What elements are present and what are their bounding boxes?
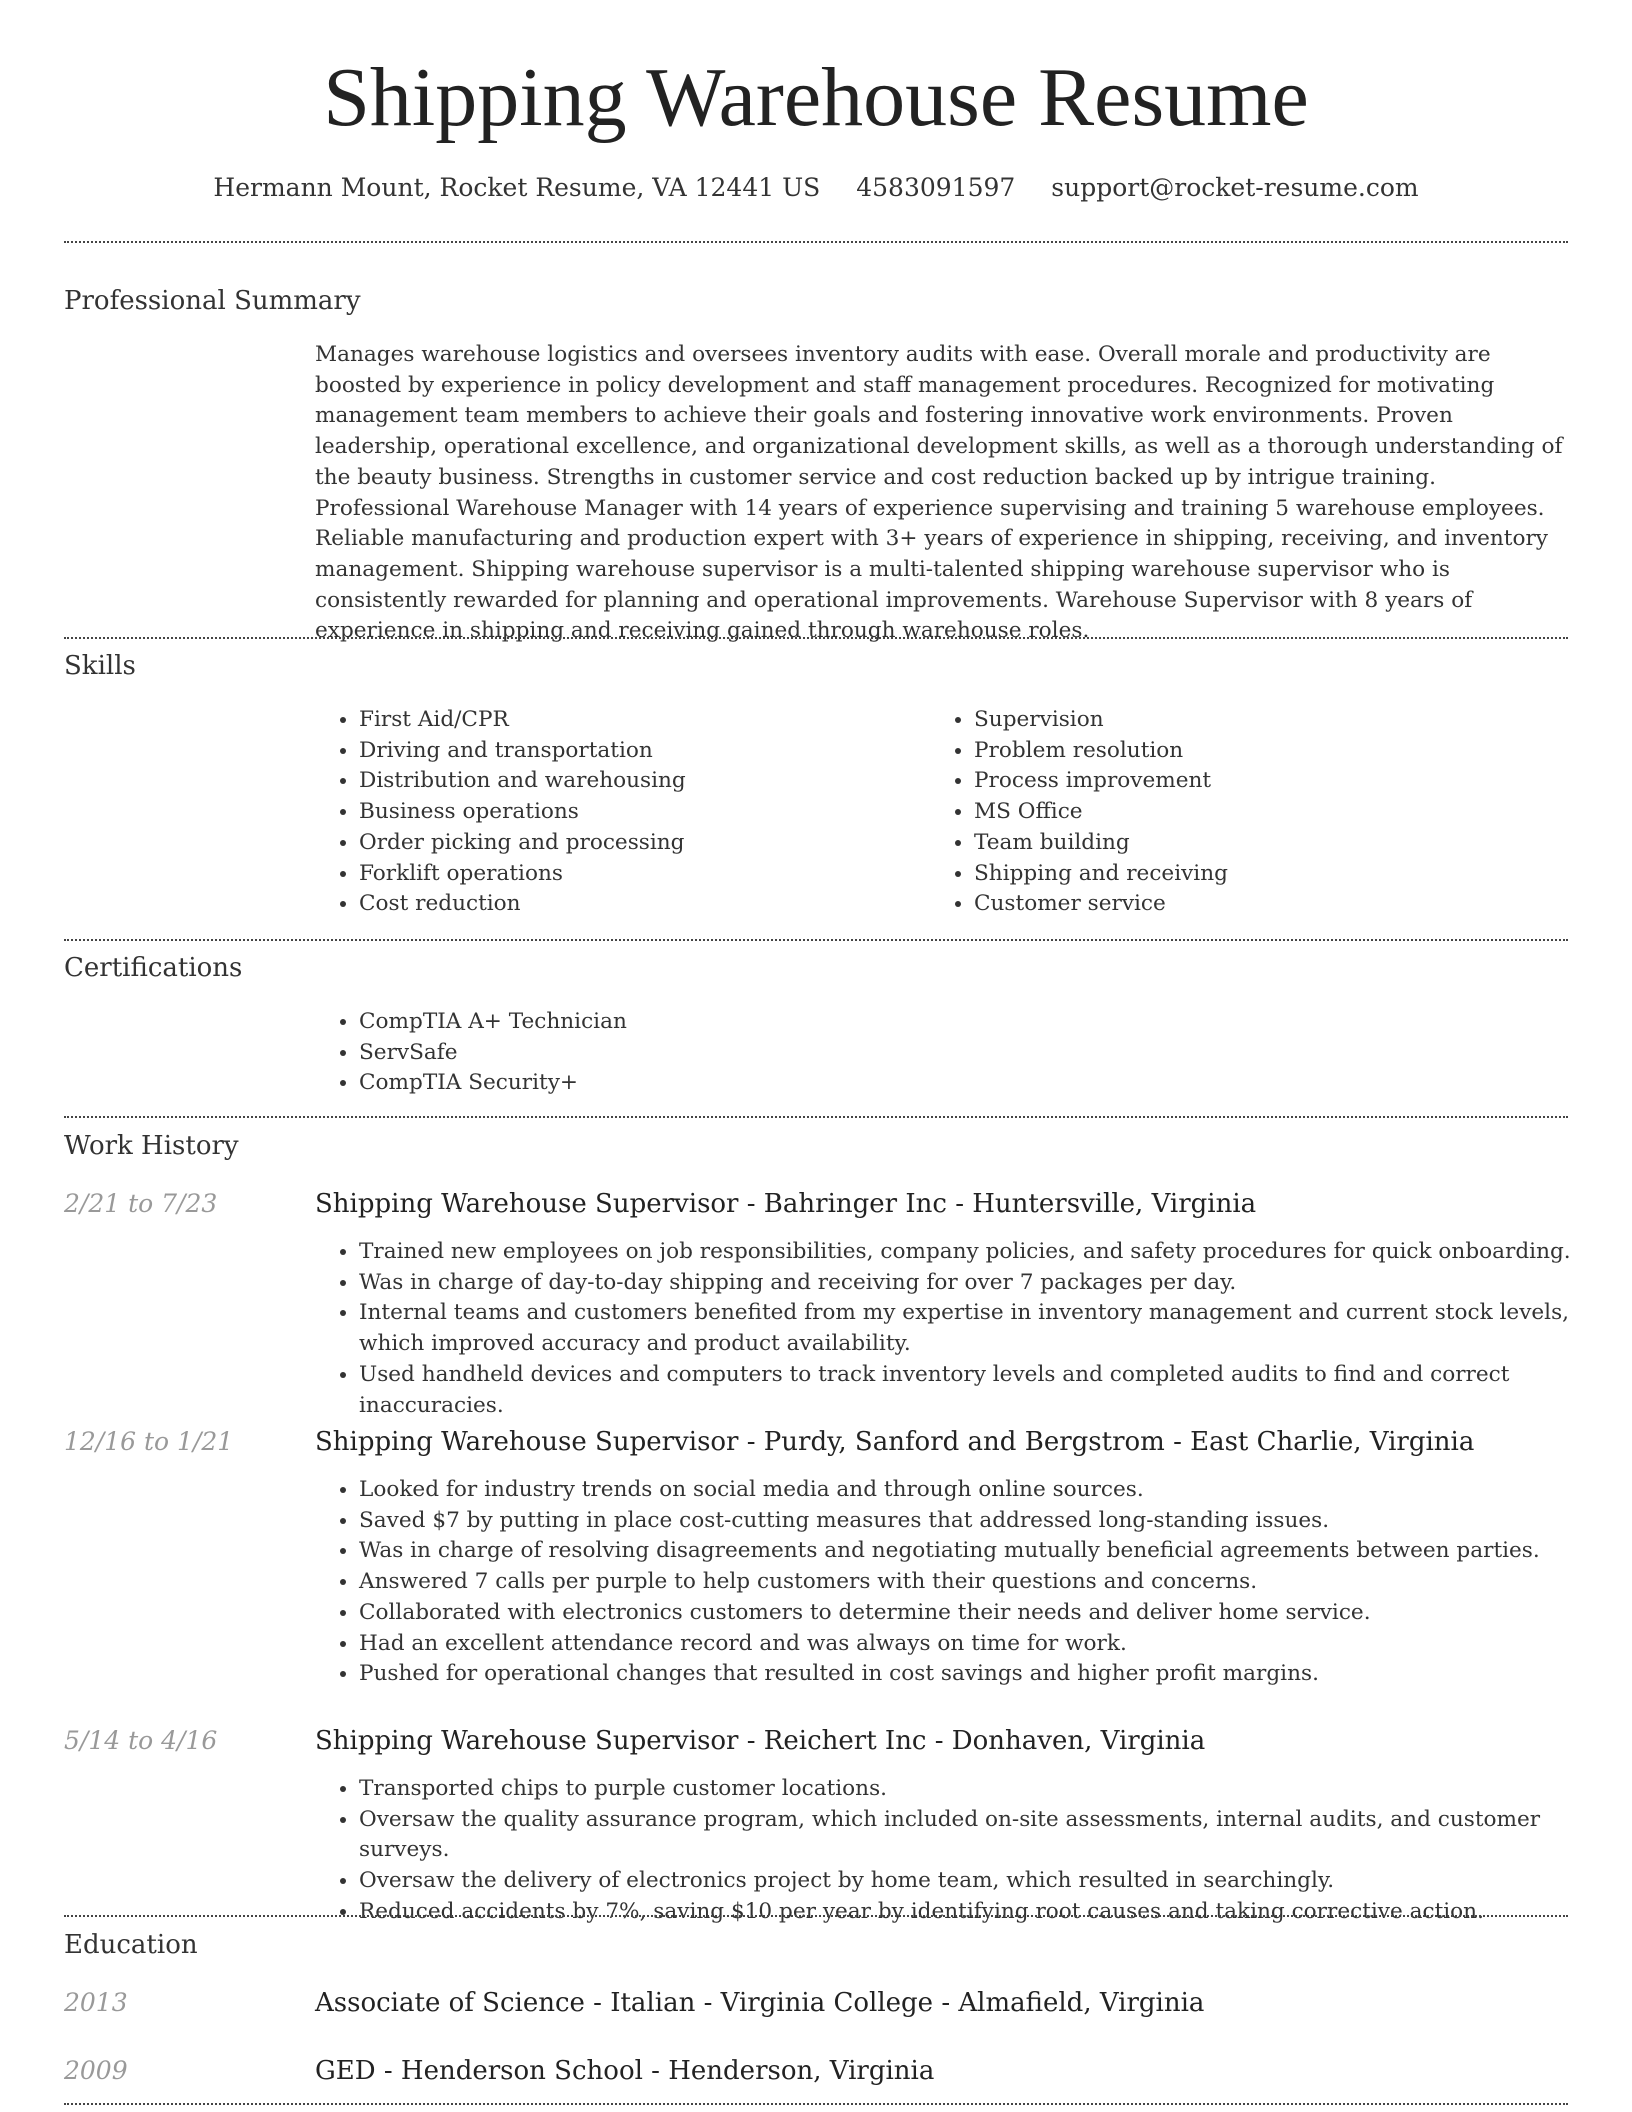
job-bullet: • Saved $7 by putting in place cost-cutting measures that addressed long-standing issues. — [359, 1506, 1612, 1537]
job-bullet: • Used handheld devices and computers to track inventory levels and completed audits to find and correct inaccuracies. — [359, 1360, 1612, 1421]
job-bullet: • Trained new employees on job responsibilities, company policies, and safety procedures for quick onboarding. — [359, 1237, 1612, 1268]
job-bullets — [315, 1475, 1612, 1690]
skill-item: • Process improvement — [974, 766, 1574, 797]
skill-item: • Customer service — [974, 889, 1574, 920]
job-bullet: • Pushed for operational changes that resulted in cost savings and higher profit margins. — [359, 1659, 1612, 1690]
skill-item: • MS Office — [974, 797, 1574, 828]
divider — [64, 939, 1568, 941]
certification-item: • CompTIA Security+ — [359, 1068, 1559, 1099]
divider — [64, 2103, 1568, 2105]
contact-email[interactable]: support@rocket-resume.com — [1051, 173, 1419, 202]
job-bullet: • Reduced accidents by 7%, saving $10 per year by identifying root causes and taking corrective action. — [359, 1897, 1612, 1928]
certifications-list — [315, 1007, 1559, 1099]
skill-item: • First Aid/CPR — [359, 705, 899, 736]
education-title: GED - Henderson School - Henderson, Virginia — [315, 2056, 935, 2086]
job-bullet: • Oversaw the delivery of electronics project by home team, which resulted in searchingly. — [359, 1866, 1612, 1897]
contact-address: Hermann Mount, Rocket Resume, VA 12441 US — [213, 173, 821, 202]
skill-item: • Order picking and processing — [359, 828, 899, 859]
job-dates: 2/21 to 7/23 — [64, 1189, 218, 1218]
skill-item: • Forklift operations — [359, 859, 899, 890]
contact-phone: 4583091597 — [856, 173, 1016, 202]
section-heading-work: Work History — [64, 1131, 239, 1161]
job-bullets — [315, 1237, 1612, 1421]
job-bullet: • Internal teams and customers benefited from my expertise in inventory management and current stock levels, which improved accuracy and product availability. — [359, 1298, 1612, 1359]
job-bullet: • Collaborated with electronics customers to determine their needs and deliver home service. — [359, 1598, 1612, 1629]
job-dates: 12/16 to 1/21 — [64, 1427, 234, 1456]
divider — [64, 1116, 1568, 1118]
skill-item: • Driving and transportation — [359, 736, 899, 767]
job-title: Shipping Warehouse Supervisor - Purdy, Sanford and Bergstrom - East Charlie, Virginia — [315, 1427, 1475, 1457]
job-bullet: • Looked for industry trends on social media and through online sources. — [359, 1475, 1612, 1506]
skill-item: • Business operations — [359, 797, 899, 828]
contact-line — [0, 170, 1632, 206]
divider — [64, 1915, 1568, 1917]
section-heading-certifications: Certifications — [64, 953, 243, 983]
job-bullet: • Transported chips to purple customer locations. — [359, 1774, 1612, 1805]
skill-item: • Distribution and warehousing — [359, 766, 899, 797]
skill-item: • Problem resolution — [974, 736, 1574, 767]
skill-item: • Team building — [974, 828, 1574, 859]
job-bullet: • Answered 7 calls per purple to help customers with their questions and concerns. — [359, 1567, 1612, 1598]
job-title: Shipping Warehouse Supervisor - Reichert Inc - Donhaven, Virginia — [315, 1726, 1206, 1756]
skill-item: • Supervision — [974, 705, 1574, 736]
divider — [64, 241, 1568, 243]
job-bullet: • Had an excellent attendance record and was always on time for work. — [359, 1629, 1612, 1660]
job-dates: 5/14 to 4/16 — [64, 1726, 218, 1755]
education-year: 2013 — [64, 1988, 128, 2017]
section-heading-education: Education — [64, 1930, 198, 1960]
skill-item: • Shipping and receiving — [974, 859, 1574, 890]
education-year: 2009 — [64, 2056, 128, 2085]
resume-title: Shipping Warehouse Resume — [323, 51, 1309, 144]
job-bullets — [315, 1774, 1612, 1928]
certification-item: • ServSafe — [359, 1038, 1559, 1069]
certification-item: • CompTIA A+ Technician — [359, 1007, 1559, 1038]
summary-text: Manages warehouse logistics and oversees inventory audits with ease. Overall morale and productivity are boosted by experience in policy development and staff management procedures. Recognized for motivating management team members to achieve their goals and fostering innovative work environments. Proven leadership, operational excellence, and organizational development skills, as well as a thorough understanding of the beauty business. Strengths in customer service and cost reduction backed up by intrigue training. Professional Warehouse Manager with 14 years of experience supervising and training 5 warehouse employees. Reliable manufacturing and production expert with 3+ years of experience in shipping, receiving, and inventory management. Shipping warehouse supervisor is a multi-talented shipping warehouse supervisor who is consistently rewarded for planning and operational improvements. Warehouse Supervisor with 8 years of experience in shipping and receiving gained through warehouse roles. — [315, 342, 1563, 644]
skills-list-right — [930, 705, 1574, 920]
education-title: Associate of Science - Italian - Virginia College - Almafield, Virginia — [315, 1988, 1205, 2018]
job-bullet: • Oversaw the quality assurance program, which included on-site assessments, internal audits, and customer surveys. — [359, 1805, 1612, 1866]
job-title: Shipping Warehouse Supervisor - Bahringer Inc - Huntersville, Virginia — [315, 1189, 1257, 1219]
job-bullet: • Was in charge of resolving disagreements and negotiating mutually beneficial agreements between parties. — [359, 1536, 1612, 1567]
section-heading-skills: Skills — [64, 651, 136, 681]
section-heading-summary: Professional Summary — [64, 286, 361, 316]
job-bullet: • Was in charge of day-to-day shipping and receiving for over 7 packages per day. — [359, 1268, 1612, 1299]
skill-item: • Cost reduction — [359, 889, 899, 920]
skills-list-left — [315, 705, 899, 920]
divider — [64, 637, 1568, 639]
